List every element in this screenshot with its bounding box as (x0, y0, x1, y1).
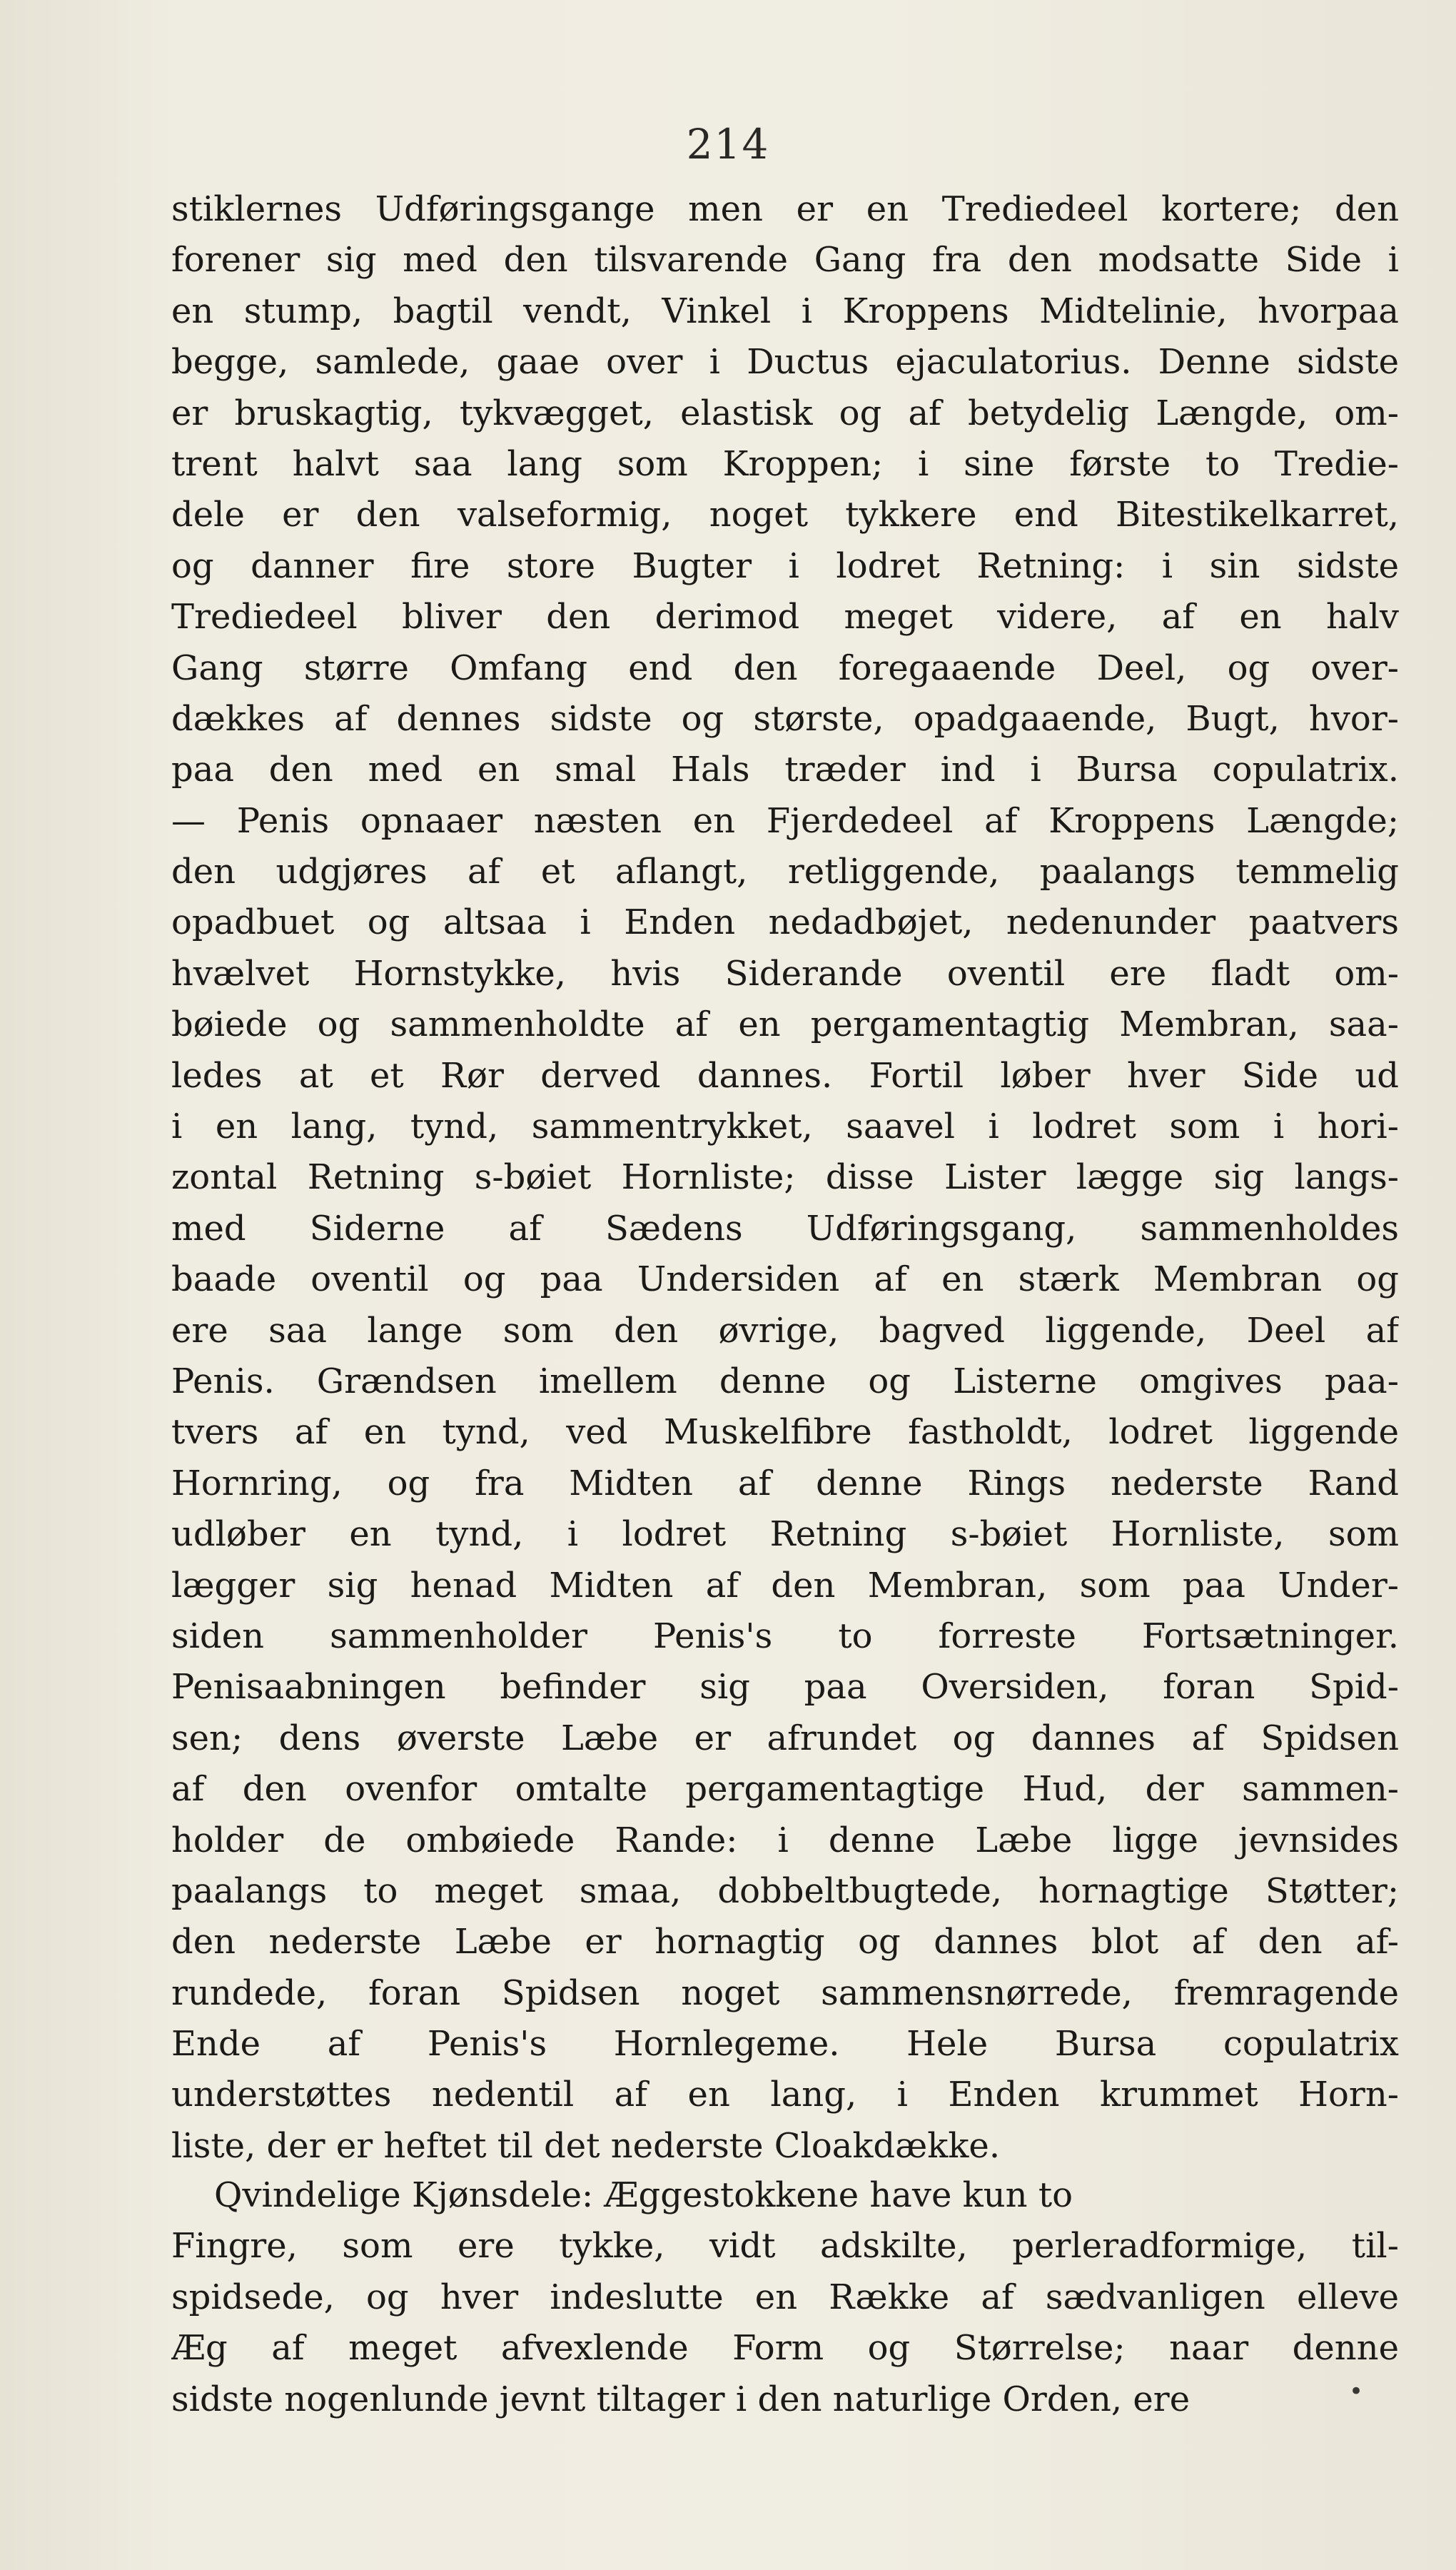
text-line: paa den med en smal Hals træder ind i Bursa copulatrix. (171, 750, 1399, 790)
text-line: dækkes af dennes sidste og største, opadgaaende, Bugt, hvor- (171, 698, 1399, 739)
text-line: baade oventil og paa Undersiden af en stærk Membran og (171, 1259, 1399, 1300)
text-line: den udgjøres af et aflangt, retliggende, paalangs temmelig (171, 852, 1399, 892)
text-line: opadbuet og altsaa i Enden nedadbøjet, nedenunder paatvers (171, 902, 1399, 943)
text-line: dele er den valseformig, noget tykkere end Bitestikelkarret, (171, 495, 1399, 535)
text-line: zontal Retning s-bøiet Hornliste; disse Lister lægge sig langs- (171, 1157, 1399, 1198)
paragraph-2 (171, 2170, 1399, 2425)
text-line: understøttes nedentil af en lang, i Enden krummet Horn- (171, 2075, 1399, 2115)
text-line: en stump, bagtil vendt, Vinkel i Kroppens Midtelinie, hvorpaa (171, 291, 1399, 331)
text-line: den nederste Læbe er hornagtig og dannes blot af den af- (171, 1922, 1399, 1962)
text-line: hvælvet Hornstykke, hvis Siderande oventil ere fladt om- (171, 953, 1399, 994)
text-line: begge, samlede, gaae over i Ductus ejaculatorius. Denne sidste (171, 342, 1399, 383)
text-line: spidsede, og hver indeslutte en Række af sædvanligen elleve (171, 2277, 1399, 2317)
text-line: sidste nogenlunde jevnt tiltager i den naturlige Orden, ere (171, 2379, 1190, 2419)
text-line: med Siderne af Sædens Udføringsgang, sammenholdes (171, 1208, 1399, 1249)
text-line: Hornring, og fra Midten af denne Rings nederste Rand (171, 1463, 1399, 1503)
text-line: Gang større Omfang end den foregaaende Deel, og over- (171, 647, 1399, 688)
text-line: i en lang, tynd, sammentrykket, saavel i lodret som i hori- (171, 1107, 1399, 1147)
text-line: trent halvt saa lang som Kroppen; i sine første to Tredie- (171, 443, 1399, 484)
text-line: ledes at et Rør derved dannes. Fortil løber hver Side ud (171, 1055, 1399, 1096)
text-line: Penisaabningen befinder sig paa Oversiden, foran Spid- (171, 1667, 1399, 1708)
text-line: Penis. Grændsen imellem denne og Listerne omgives paa- (171, 1361, 1399, 1401)
text-line: er bruskagtig, tykvægget, elastisk og af betydelig Længde, om- (171, 393, 1399, 433)
paragraph-1 (171, 184, 1399, 2172)
text-line: paalangs to meget smaa, dobbeltbugtede, hornagtige Støtter; (171, 1870, 1399, 1911)
text-line: af den ovenfor omtalte pergamentagtige Hud, der sammen- (171, 1769, 1399, 1810)
text-line: siden sammenholder Penis's to forreste Fortsætninger. (171, 1616, 1399, 1656)
text-line: Qvindelige Kjønsdele: Æggestokkene have kun to (214, 2175, 1073, 2215)
text-line: ere saa lange som den øvrige, bagved liggende, Deel af (171, 1310, 1399, 1351)
text-line: liste, der er heftet til det nederste Cloakdække. (171, 2125, 1001, 2166)
text-line: Trediedeel bliver den derimod meget videre, af en halv (171, 597, 1399, 638)
text-line: holder de ombøiede Rande: i denne Læbe ligge jevnsides (171, 1820, 1399, 1860)
text-line: Fingre, som ere tykke, vidt adskilte, perleradformige, til- (171, 2226, 1399, 2267)
stray-mark: • (1349, 2377, 1364, 2406)
text-line: tvers af en tynd, ved Muskelfibre fastholdt, lodret liggende (171, 1412, 1399, 1453)
text-line: forener sig med den tilsvarende Gang fra den modsatte Side i (171, 240, 1399, 281)
text-line: lægger sig henad Midten af den Membran, som paa Under- (171, 1565, 1399, 1606)
text-line: stiklernes Udføringsgange men er en Trediedeel kortere; den (171, 189, 1399, 229)
text-line: udløber en tynd, i lodret Retning s-bøiet Hornliste, som (171, 1514, 1399, 1555)
text-line: Ende af Penis's Hornlegeme. Hele Bursa copulatrix (171, 2024, 1399, 2065)
text-line: — Penis opnaaer næsten en Fjerdedeel af Kroppens Længde; (171, 800, 1399, 841)
page-number: 214 (686, 120, 770, 168)
text-line: sen; dens øverste Læbe er afrundet og dannes af Spidsen (171, 1718, 1399, 1758)
text-line: og danner fire store Bugter i lodret Retning: i sin sidste (171, 545, 1399, 586)
text-line: bøiede og sammenholdte af en pergamentagtig Membran, saa- (171, 1004, 1399, 1045)
text-line: rundede, foran Spidsen noget sammensnørrede, fremragende (171, 1972, 1399, 2013)
text-line: Æg af meget afvexlende Form og Størrelse; naar denne (171, 2328, 1399, 2369)
